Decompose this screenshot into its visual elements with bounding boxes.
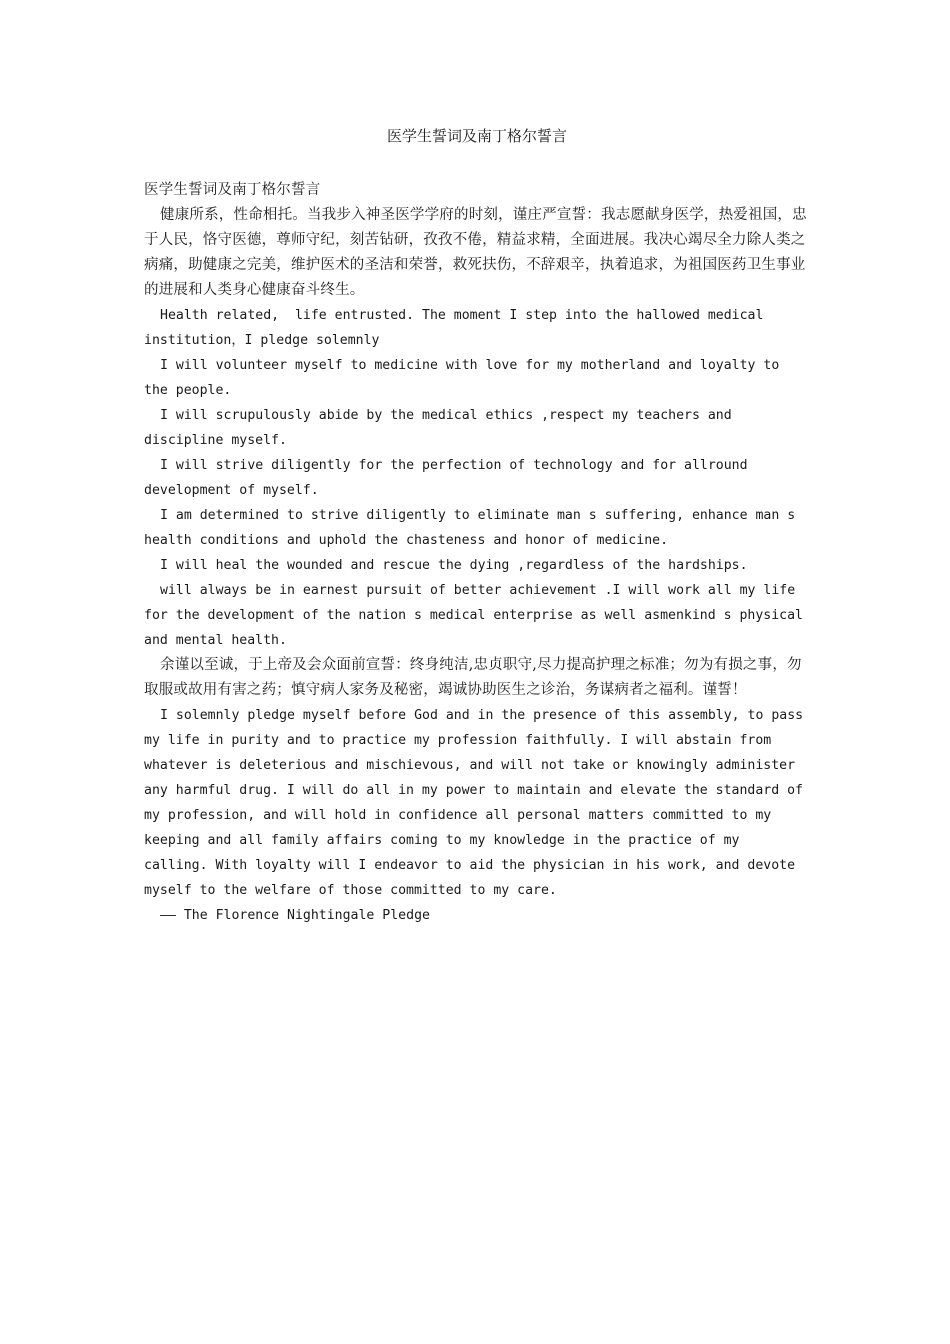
document-title: 医学生誓词及南丁格尔誓言: [386, 127, 567, 145]
paragraph-en-6: I will heal the wounded and rescue the dying ,regardless of the hardships.: [160, 558, 748, 573]
paragraph-en-7: will always be in earnest pursuit of better achievement .I will work all my life for the development of the nation s medical enterprise as well asmenkind s physical and mental health.: [144, 583, 811, 648]
pledge-attribution: —— The Florence Nightingale Pledge: [160, 908, 430, 923]
paragraph-cn-oath: 健康所系，性命相托。当我步入神圣医学学府的时刻，谨庄严宣誓：我志愿献身医学，热爱祖国，忠于人民，恪守医德，尊师守纪，刻苦钻研，孜孜不倦，精益求精，全面进展。我决心竭尽全力除人类之病痛，助健康之完美，维护医术的圣洁和荣誉，救死扶伤，不辞艰辛，执着追求，为祖国医药卫生事业的进展和人类身心健康奋斗终生。: [144, 207, 807, 298]
paragraph-en-4: I will strive diligently for the perfection of technology and for allround development of myself.: [144, 458, 756, 498]
paragraph-en-2: I will volunteer myself to medicine with love for my motherland and loyalty to the people.: [144, 358, 788, 398]
document-page: [144, 124, 810, 928]
paragraph-en-3: I will scrupulously abide by the medical ethics ,respect my teachers and discipline myself.: [144, 408, 740, 448]
paragraph-en-1: Health related, life entrusted. The moment I step into the hallowed medical institution，I pledge solemnly: [144, 308, 772, 348]
paragraph-cn-nightingale: 余谨以至诚，于上帝及会众面前宣誓：终身纯洁,忠贞职守,尽力提高护理之标准；勿为有损之事，勿取服或故用有害之药；慎守病人家务及秘密，竭诚协助医生之诊治，务谋病者之福利。谨誓！: [144, 657, 802, 698]
paragraph-en-5: I am determined to strive diligently to eliminate man s suffering, enhance man s health conditions and uphold the chasteness and honor of medicine.: [144, 508, 804, 548]
paragraph-en-nightingale: I solemnly pledge myself before God and in the presence of this assembly, to pass my life in purity and to practice my profession faithfully. I will abstain from whatever is deleterious and mischievous, and will not take or knowingly administer any harmful drug. I will do all in my power to maintain and elevate the standard of my profession, and will hold in confidence all personal matters committed to my keeping and all family affairs coming to my knowledge in the practice of my calling. With loyalty will I endeavor to aid the physician in his work, and devote myself to the welfare of those committed to my care.: [144, 708, 812, 898]
document-heading: 医学生誓词及南丁格尔誓言: [144, 182, 321, 198]
